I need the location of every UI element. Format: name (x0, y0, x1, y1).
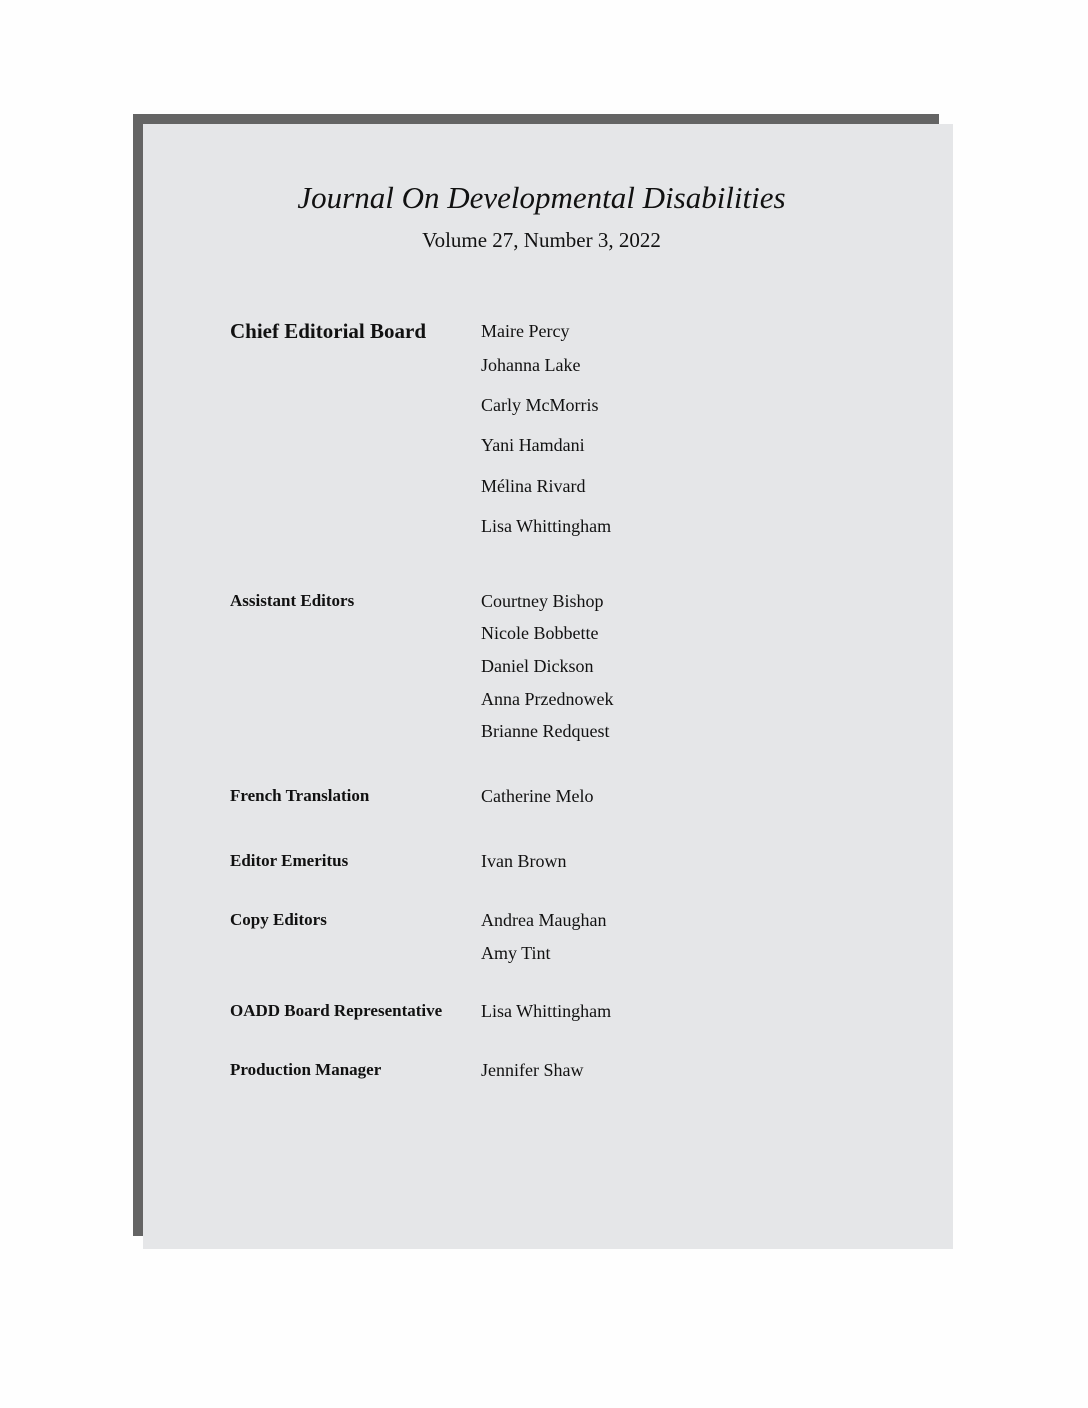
editor-name: Ivan Brown (481, 851, 567, 871)
section-label-assistant-editors: Assistant Editors (230, 591, 355, 610)
section-label-production-manager: Production Manager (230, 1060, 382, 1079)
section-label-oadd-board-representative: OADD Board Representative (230, 1001, 443, 1020)
journal-issue: Volume 27, Number 3, 2022 (422, 228, 661, 252)
editor-name: Daniel Dickson (481, 656, 594, 676)
editor-name: Nicole Bobbette (481, 623, 599, 643)
frame-shadow-top (133, 114, 939, 124)
editor-name: Courtney Bishop (481, 591, 604, 611)
editor-name: Maire Percy (481, 321, 570, 341)
editor-name: Yani Hamdani (481, 435, 585, 455)
journal-title: Journal On Developmental Disabilities (297, 180, 786, 215)
editor-name: Lisa Whittingham (481, 516, 612, 536)
editor-name: Catherine Melo (481, 786, 594, 806)
section-label-chief-editorial-board: Chief Editorial Board (230, 319, 427, 343)
section-label-french-translation: French Translation (230, 786, 370, 805)
editor-name: Mélina Rivard (481, 476, 586, 496)
editor-name: Brianne Redquest (481, 721, 610, 741)
section-label-editor-emeritus: Editor Emeritus (230, 851, 349, 870)
editor-name: Carly McMorris (481, 395, 599, 415)
editor-name: Andrea Maughan (481, 910, 607, 930)
editor-name: Lisa Whittingham (481, 1001, 612, 1021)
editor-name: Amy Tint (481, 943, 551, 963)
editor-name: Jennifer Shaw (481, 1060, 584, 1080)
section-label-copy-editors: Copy Editors (230, 910, 327, 929)
editor-name: Anna Przednowek (481, 689, 614, 709)
editor-name: Johanna Lake (481, 355, 581, 375)
frame-shadow-left (133, 114, 143, 1236)
